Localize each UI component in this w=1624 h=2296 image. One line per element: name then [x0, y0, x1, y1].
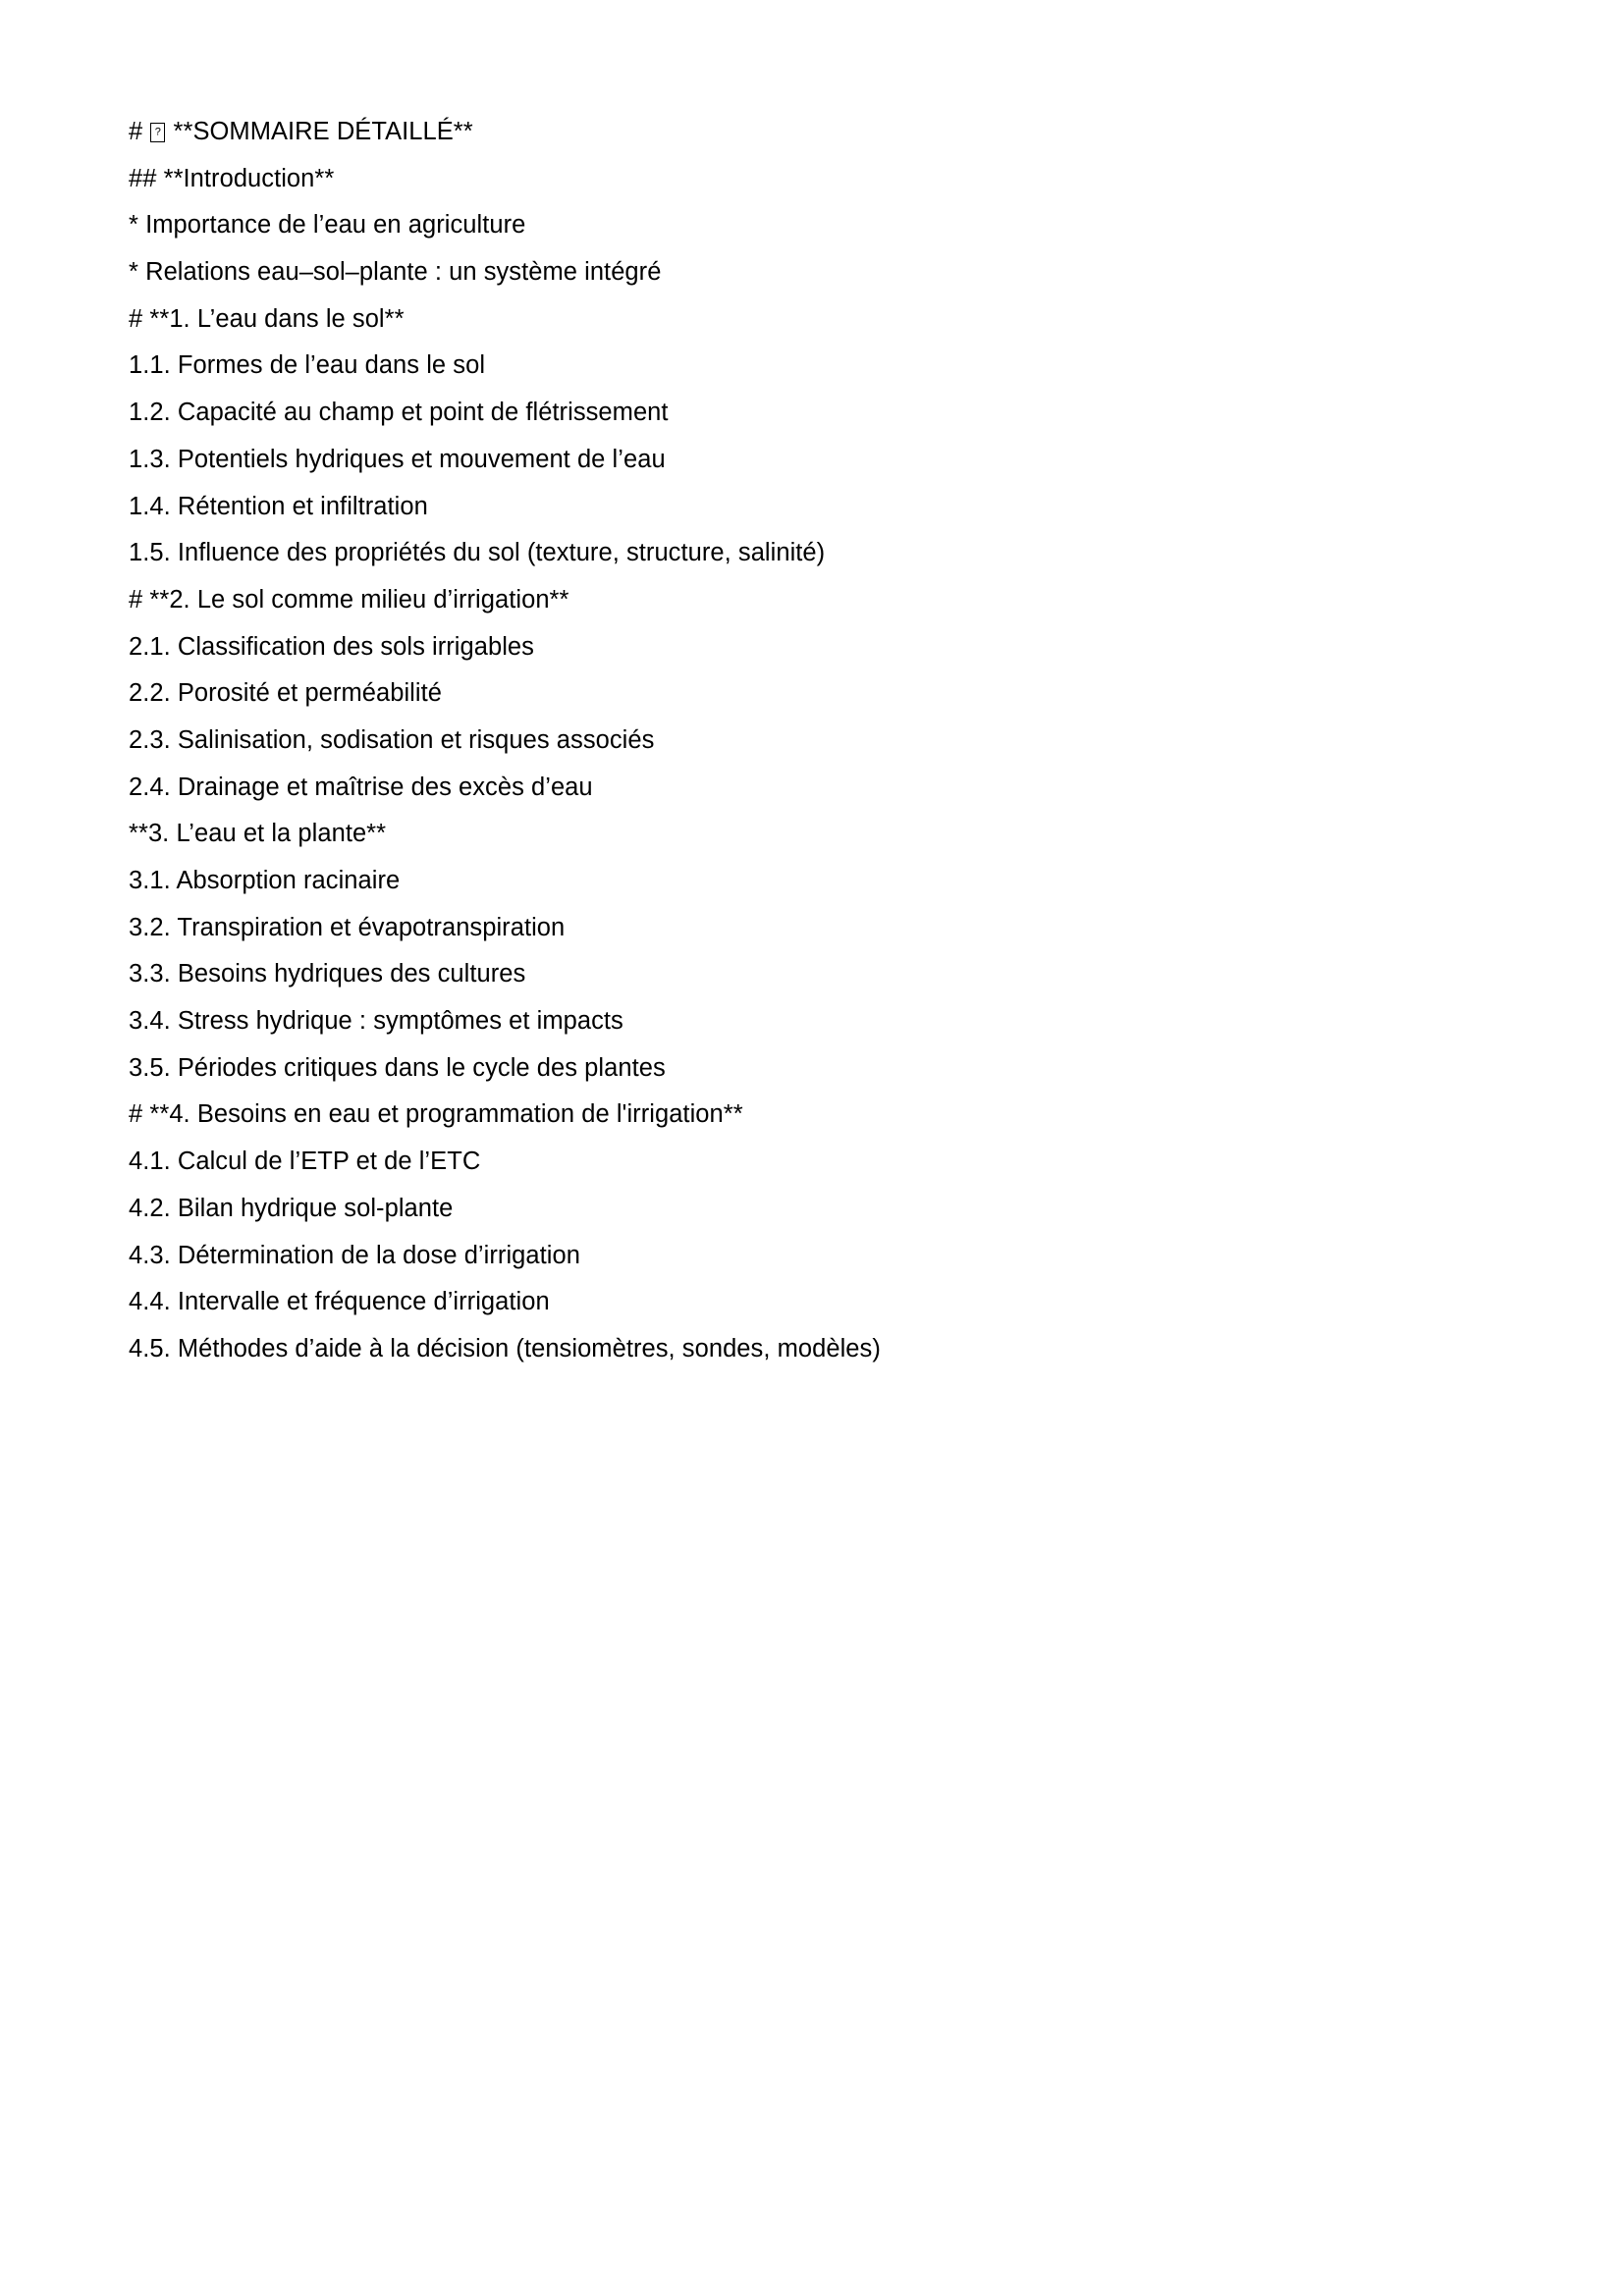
- document-line: 1.5. Influence des propriétés du sol (texture, structure, salinité): [129, 539, 826, 567]
- document-line: 3.2. Transpiration et évapotranspiration: [129, 913, 566, 941]
- document-line: # **2. Le sol comme milieu d’irrigation**: [129, 585, 569, 614]
- document-line: * Relations eau–sol–plante : un système intégré: [129, 258, 662, 287]
- document-line: 1.2. Capacité au champ et point de flétrissement: [129, 399, 669, 427]
- document-line: 3.1. Absorption racinaire: [129, 867, 401, 894]
- title-suffix: **SOMMAIRE DÉTAILLÉ**: [166, 118, 473, 145]
- document-line: 3.5. Périodes critiques dans le cycle des plantes: [129, 1053, 666, 1082]
- document-line: 3.3. Besoins hydriques des cultures: [129, 960, 526, 988]
- document-text-column: [129, 120, 1493, 1384]
- document-line: 1.1. Formes de l’eau dans le sol: [129, 351, 486, 380]
- document-line: # **4. Besoins en eau et programmation de l'irrigation**: [129, 1100, 743, 1129]
- document-line: 4.1. Calcul de l’ETP et de l’ETC: [129, 1148, 481, 1176]
- document-line: 2.2. Porosité et perméabilité: [129, 679, 442, 708]
- document-line: 1.3. Potentiels hydriques et mouvement de l’eau: [129, 445, 666, 473]
- missing-glyph-icon: [150, 123, 165, 142]
- document-line: 2.4. Drainage et maîtrise des excès d’eau: [129, 773, 593, 801]
- document-line: # **1. L’eau dans le sol**: [129, 304, 405, 333]
- document-line: 1.4. Rétention et infiltration: [129, 492, 428, 520]
- document-title-line: [129, 120, 1493, 145]
- document-line: **3. L’eau et la plante**: [129, 820, 387, 848]
- document-line: 4.4. Intervalle et fréquence d’irrigation: [129, 1288, 550, 1316]
- document-line: 4.5. Méthodes d’aide à la décision (tensiomètres, sondes, modèles): [129, 1334, 881, 1362]
- document-line: 2.3. Salinisation, sodisation et risques associés: [129, 725, 655, 754]
- document-line: 3.4. Stress hydrique : symptômes et impacts: [129, 1007, 623, 1036]
- document-line: ## **Introduction**: [129, 164, 335, 192]
- document-line: 4.2. Bilan hydrique sol-plante: [129, 1194, 454, 1222]
- document-line: * Importance de l’eau en agriculture: [129, 211, 526, 240]
- title-prefix: #: [129, 118, 150, 145]
- document-line: 2.1. Classification des sols irrigables: [129, 632, 534, 661]
- document-line: 4.3. Détermination de la dose d’irrigation: [129, 1241, 580, 1269]
